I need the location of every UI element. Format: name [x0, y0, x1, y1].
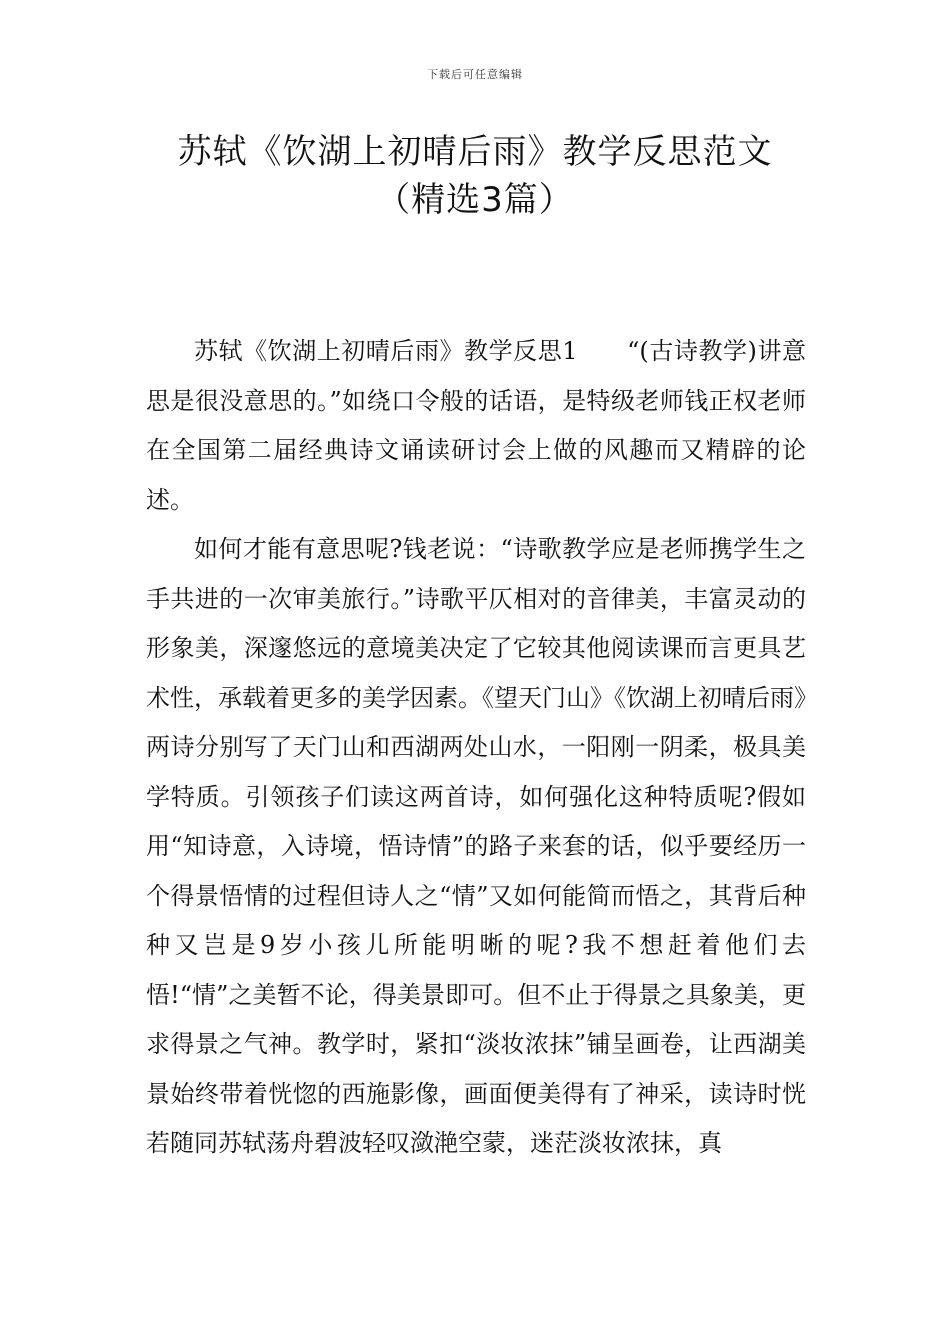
document-title: [100, 128, 850, 224]
document-body: [146, 327, 806, 1169]
title-line-1: 苏轼《饮湖上初晴后雨》教学反思范文: [177, 132, 773, 172]
paragraph-2: 如何才能有意思呢?钱老说：“诗歌教学应是老师携学生之手共进的一次审美旅行。”诗歌平仄相对的音律美，丰富灵动的形象美，深邃悠远的意境美决定了它较其他阅读课而言更具艺术性，承载着更多的美学因素。《望天门山》《饮湖上初晴后雨》两诗分别写了天门山和西湖两处山水，一阳刚一阴柔，极具美学特质。引领孩子们读这两首诗，如何强化这种特质呢?假如用“知诗意，入诗境，悟诗情”的路子来套的话，似乎要经历一个得景悟情的过程但诗人之“情”又如何能简而悟之，其背后种种又岂是9岁小孩儿所能明晰的呢?我不想赶着他们去悟!“情”之美暂不论，得美景即可。但不止于得景之具象美，更求得景之气神。教学时，紧扣“淡妆浓抹”铺呈画卷，让西湖美景始终带着恍惚的西施影像，画面便美得有了神采，读诗时恍若随同苏轼荡舟碧波轻叹潋滟空蒙，迷茫淡妆浓抹，真: [146, 535, 806, 1157]
paragraph-1: 苏轼《饮湖上初晴后雨》教学反思1 “(古诗教学)讲意思是很没意思的。”如绕口令般的话语，是特级老师钱正权老师在全国第二届经典诗文诵读研讨会上做的风趣而又精辟的论述。: [146, 337, 806, 514]
title-line-2: （精选3篇）: [376, 180, 574, 220]
header-note: 下载后可任意编辑: [427, 68, 523, 81]
